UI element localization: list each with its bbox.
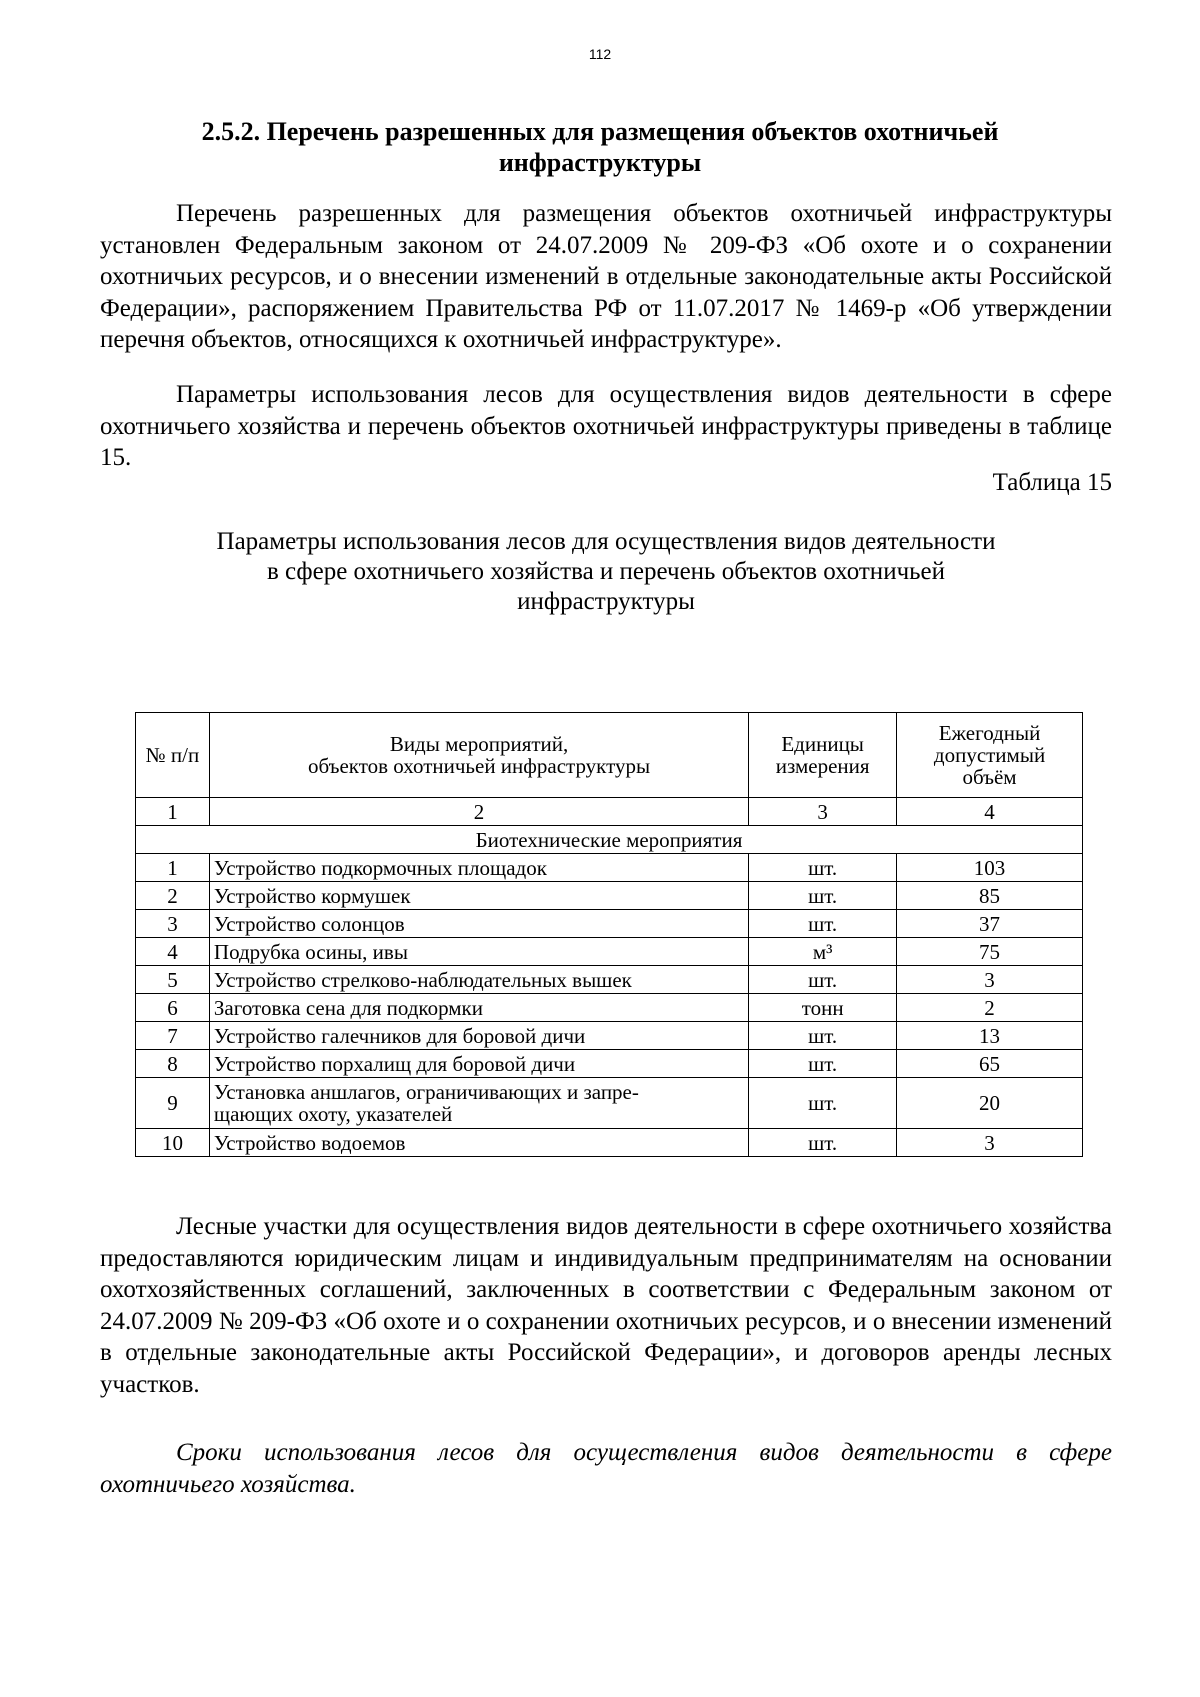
paragraph-legal-basis: Перечень разрешенных для размещения объектов охотничьей инфраструктуры установлен Федеральным законом от 24.07.2009 № 209-ФЗ «Об охоте и о сохранении охотничьих ресурсов, и о внесении изменений в отдельные законодательные акты Российской Федерации», распоряжением Правительства РФ от 11.07.2017 № 1469-р «Об утверждении перечня объектов, относящихся к охотничьей инфраструктуре». bbox=[100, 200, 1112, 353]
row-volume: 65 bbox=[897, 1050, 1083, 1078]
row-unit: шт. bbox=[749, 910, 897, 938]
row-activity: Устройство кормушек bbox=[209, 882, 748, 910]
row-volume: 3 bbox=[897, 1129, 1083, 1157]
row-volume: 3 bbox=[897, 966, 1083, 994]
header-activity bbox=[209, 713, 748, 798]
row-number: 4 bbox=[136, 938, 210, 966]
header-volume-line-1: Ежегодный bbox=[938, 721, 1041, 745]
section-title: Биотехнические мероприятия bbox=[136, 826, 1083, 854]
header-number: № п/п bbox=[136, 713, 210, 798]
row-activity: Устройство порхалищ для боровой дичи bbox=[209, 1050, 748, 1078]
table-section-row bbox=[136, 826, 1083, 854]
row-number: 3 bbox=[136, 910, 210, 938]
table-caption-line-2: в сфере охотничьего хозяйства и перечень объектов охотничьей bbox=[266, 558, 946, 585]
numbering-cell: 4 bbox=[897, 798, 1083, 826]
row-number: 7 bbox=[136, 1022, 210, 1050]
header-unit bbox=[749, 713, 897, 798]
row-volume: 2 bbox=[897, 994, 1083, 1022]
row-unit: шт. bbox=[749, 1050, 897, 1078]
row-volume: 75 bbox=[897, 938, 1083, 966]
row-volume: 13 bbox=[897, 1022, 1083, 1050]
row-number: 5 bbox=[136, 966, 210, 994]
row-volume: 20 bbox=[897, 1078, 1083, 1129]
row-unit: шт. bbox=[749, 854, 897, 882]
section-heading bbox=[100, 116, 1100, 178]
row-activity: Подрубка осины, ивы bbox=[209, 938, 748, 966]
row-number: 1 bbox=[136, 854, 210, 882]
table-row bbox=[136, 882, 1083, 910]
table-label: Таблица 15 bbox=[992, 469, 1112, 496]
table-caption-line-3: инфраструктуры bbox=[517, 588, 695, 615]
row-activity bbox=[209, 1078, 748, 1129]
numbering-cell: 3 bbox=[749, 798, 897, 826]
paragraph-table-reference: Параметры использования лесов для осуществления видов деятельности в сфере охотничьего хозяйства и перечень объектов охотничьей инфраструктуры приведены в таблице 15. bbox=[100, 381, 1112, 471]
row-unit: шт. bbox=[749, 966, 897, 994]
header-activity-line-2: объектов охотничьей инфраструктуры bbox=[307, 754, 651, 778]
row-activity-line-1: Установка аншлагов, ограничивающих и запре- bbox=[213, 1080, 639, 1104]
table-numbering-row bbox=[136, 798, 1083, 826]
table-row bbox=[136, 854, 1083, 882]
row-unit: шт. bbox=[749, 1078, 897, 1129]
infrastructure-table bbox=[135, 712, 1083, 1157]
row-unit: шт. bbox=[749, 1129, 897, 1157]
header-volume bbox=[897, 713, 1083, 798]
header-unit-line-2: измерения bbox=[775, 754, 870, 778]
table-row bbox=[136, 1022, 1083, 1050]
row-unit: м³ bbox=[749, 938, 897, 966]
row-unit: тонн bbox=[749, 994, 897, 1022]
table-row bbox=[136, 910, 1083, 938]
row-activity: Устройство стрелково-наблюдательных вышек bbox=[209, 966, 748, 994]
row-unit: шт. bbox=[749, 1022, 897, 1050]
table-row bbox=[136, 994, 1083, 1022]
row-activity: Устройство подкормочных площадок bbox=[209, 854, 748, 882]
header-volume-line-2: допустимый bbox=[933, 743, 1046, 767]
paragraph-forest-plots: Лесные участки для осуществления видов деятельности в сфере охотничьего хозяйства предоставляются юридическим лицам и индивидуальным предпринимателям на основании охотхозяйственных соглашений, заключенных в соответствии с Федеральным законом от 24.07.2009 № 209-ФЗ «Об охоте и о сохранении охотничьих ресурсов, и о внесении изменений в отдельные законодательные акты Российской Федерации», и договоров аренды лесных участков. bbox=[100, 1213, 1112, 1398]
row-activity: Заготовка сена для подкормки bbox=[209, 994, 748, 1022]
paragraph-usage-terms: Сроки использования лесов для осуществления видов деятельности в сфере охотничьего хозяйства. bbox=[100, 1439, 1112, 1498]
section-heading-line-2: инфраструктуры bbox=[498, 148, 702, 177]
row-number: 2 bbox=[136, 882, 210, 910]
row-activity: Устройство галечников для боровой дичи bbox=[209, 1022, 748, 1050]
page-number: 112 bbox=[588, 46, 612, 62]
header-volume-line-3: объём bbox=[962, 765, 1017, 789]
row-number: 10 bbox=[136, 1129, 210, 1157]
table-row bbox=[136, 1050, 1083, 1078]
numbering-cell: 1 bbox=[136, 798, 210, 826]
row-activity-line-2: щающих охоту, указателей bbox=[213, 1102, 453, 1126]
section-heading-line-1: 2.5.2. Перечень разрешенных для размещения объектов охотничьей bbox=[201, 117, 999, 146]
table-row bbox=[136, 1129, 1083, 1157]
table-row bbox=[136, 966, 1083, 994]
header-unit-line-1: Единицы bbox=[781, 732, 864, 756]
table-caption bbox=[100, 527, 1112, 617]
row-activity: Устройство водоемов bbox=[209, 1129, 748, 1157]
table-row bbox=[136, 938, 1083, 966]
row-volume: 103 bbox=[897, 854, 1083, 882]
row-number: 8 bbox=[136, 1050, 210, 1078]
header-activity-line-1: Виды мероприятий, bbox=[389, 732, 569, 756]
row-volume: 37 bbox=[897, 910, 1083, 938]
row-activity: Устройство солонцов bbox=[209, 910, 748, 938]
table-row bbox=[136, 1078, 1083, 1129]
numbering-cell: 2 bbox=[209, 798, 748, 826]
table-header-row bbox=[136, 713, 1083, 798]
row-volume: 85 bbox=[897, 882, 1083, 910]
row-number: 6 bbox=[136, 994, 210, 1022]
table-caption-line-1: Параметры использования лесов для осуществления видов деятельности bbox=[216, 528, 996, 555]
row-unit: шт. bbox=[749, 882, 897, 910]
row-number: 9 bbox=[136, 1078, 210, 1129]
